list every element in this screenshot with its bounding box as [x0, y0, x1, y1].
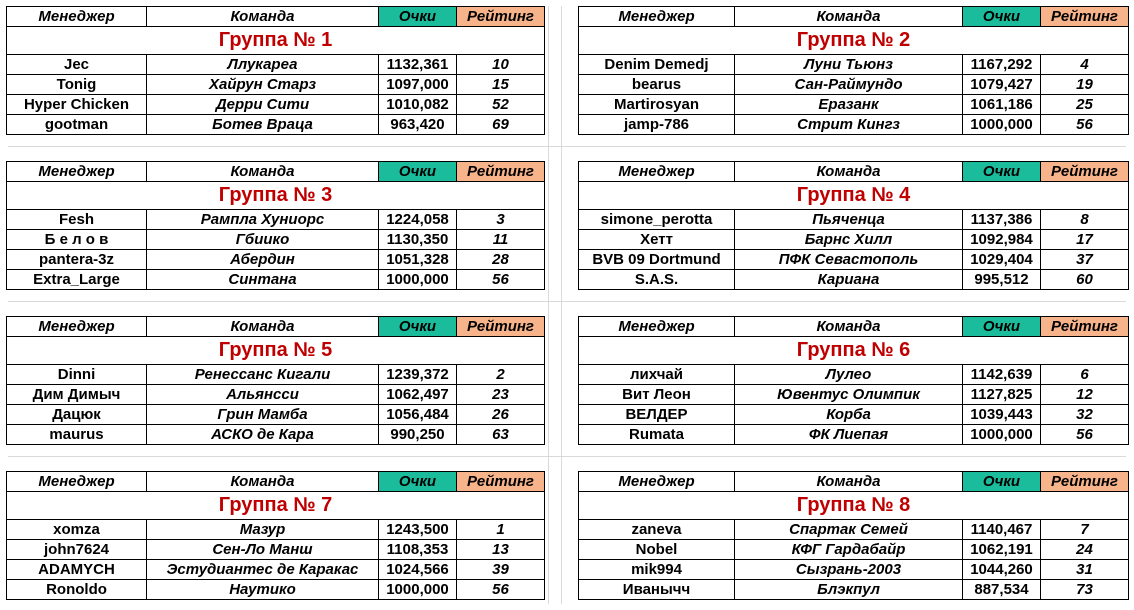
- group-title: Группа № 6: [579, 337, 1129, 365]
- team-cell: Корба: [735, 405, 963, 425]
- header-row: [7, 472, 545, 492]
- points-cell: 995,512: [963, 270, 1041, 290]
- header-points: Очки: [963, 472, 1041, 492]
- group-table-2: [578, 6, 1129, 135]
- manager-cell: Rumata: [579, 425, 735, 445]
- team-cell: Ювентус Олимпик: [735, 385, 963, 405]
- group-title: Группа № 5: [7, 337, 545, 365]
- points-cell: 1044,260: [963, 560, 1041, 580]
- team-cell: Ботев Враца: [147, 115, 379, 135]
- header-row: [579, 317, 1129, 337]
- manager-cell: Ronoldo: [7, 580, 147, 600]
- table-row: [7, 250, 545, 270]
- header-rating: Рейтинг: [1041, 7, 1129, 27]
- table-row: [579, 55, 1129, 75]
- title-row: [7, 492, 545, 520]
- rating-cell: 17: [1041, 230, 1129, 250]
- rating-cell: 24: [1041, 540, 1129, 560]
- header-team: Команда: [147, 472, 379, 492]
- manager-cell: лихчай: [579, 365, 735, 385]
- table-row: [579, 250, 1129, 270]
- header-points: Очки: [963, 162, 1041, 182]
- points-cell: 1000,000: [379, 580, 457, 600]
- points-cell: 1097,000: [379, 75, 457, 95]
- header-team: Команда: [735, 162, 963, 182]
- team-cell: Сен-Ло Манш: [147, 540, 379, 560]
- group-title: Группа № 2: [579, 27, 1129, 55]
- manager-cell: Extra_Large: [7, 270, 147, 290]
- points-cell: 1092,984: [963, 230, 1041, 250]
- header-row: [579, 472, 1129, 492]
- table-row: [579, 95, 1129, 115]
- table-row: [579, 365, 1129, 385]
- group-title: Группа № 3: [7, 182, 545, 210]
- header-manager: Менеджер: [7, 7, 147, 27]
- group-title: Группа № 1: [7, 27, 545, 55]
- header-row: [7, 7, 545, 27]
- points-cell: 1062,191: [963, 540, 1041, 560]
- header-points: Очки: [379, 317, 457, 337]
- header-team: Команда: [735, 472, 963, 492]
- header-rating: Рейтинг: [457, 472, 545, 492]
- table-row: [7, 520, 545, 540]
- points-cell: 1079,427: [963, 75, 1041, 95]
- manager-cell: Jec: [7, 55, 147, 75]
- manager-cell: S.A.S.: [579, 270, 735, 290]
- title-row: [7, 27, 545, 55]
- manager-cell: pantera-3z: [7, 250, 147, 270]
- table-row: [7, 560, 545, 580]
- team-cell: КФГ Гардабайр: [735, 540, 963, 560]
- manager-cell: Dinni: [7, 365, 147, 385]
- table-row: [579, 75, 1129, 95]
- rating-cell: 73: [1041, 580, 1129, 600]
- header-row: [579, 7, 1129, 27]
- table-row: [579, 115, 1129, 135]
- header-team: Команда: [147, 7, 379, 27]
- manager-cell: john7624: [7, 540, 147, 560]
- rating-cell: 56: [1041, 115, 1129, 135]
- team-cell: ФК Лиепая: [735, 425, 963, 445]
- table-row: [7, 230, 545, 250]
- rating-cell: 1: [457, 520, 545, 540]
- group-title: Группа № 8: [579, 492, 1129, 520]
- points-cell: 1132,361: [379, 55, 457, 75]
- manager-cell: Иванычч: [579, 580, 735, 600]
- manager-cell: BVB 09 Dortmund: [579, 250, 735, 270]
- header-rating: Рейтинг: [457, 317, 545, 337]
- manager-cell: xomza: [7, 520, 147, 540]
- manager-cell: maurus: [7, 425, 147, 445]
- title-row: [579, 337, 1129, 365]
- manager-cell: ВЕЛДЕР: [579, 405, 735, 425]
- grid-column-line: [548, 6, 549, 604]
- manager-cell: simone_perotta: [579, 210, 735, 230]
- header-manager: Менеджер: [579, 7, 735, 27]
- group-table-8: [578, 471, 1129, 600]
- table-row: [7, 385, 545, 405]
- points-cell: 1056,484: [379, 405, 457, 425]
- title-row: [7, 182, 545, 210]
- manager-cell: Nobel: [579, 540, 735, 560]
- header-rating: Рейтинг: [457, 7, 545, 27]
- points-cell: 1000,000: [379, 270, 457, 290]
- rating-cell: 8: [1041, 210, 1129, 230]
- manager-cell: mik994: [579, 560, 735, 580]
- points-cell: 1239,372: [379, 365, 457, 385]
- team-cell: ПФК Севастополь: [735, 250, 963, 270]
- header-rating: Рейтинг: [1041, 317, 1129, 337]
- team-cell: Луни Тьюнз: [735, 55, 963, 75]
- header-points: Очки: [963, 7, 1041, 27]
- header-rating: Рейтинг: [457, 162, 545, 182]
- table-row: [579, 540, 1129, 560]
- rating-cell: 7: [1041, 520, 1129, 540]
- team-cell: Мазур: [147, 520, 379, 540]
- team-cell: Синтана: [147, 270, 379, 290]
- rating-cell: 10: [457, 55, 545, 75]
- rating-cell: 56: [457, 580, 545, 600]
- manager-cell: Fesh: [7, 210, 147, 230]
- header-points: Очки: [379, 162, 457, 182]
- points-cell: 1142,639: [963, 365, 1041, 385]
- points-cell: 1167,292: [963, 55, 1041, 75]
- rating-cell: 15: [457, 75, 545, 95]
- table-row: [579, 385, 1129, 405]
- table-row: [579, 520, 1129, 540]
- team-cell: АСКО де Кара: [147, 425, 379, 445]
- rating-cell: 4: [1041, 55, 1129, 75]
- title-row: [7, 337, 545, 365]
- header-team: Команда: [147, 317, 379, 337]
- header-team: Команда: [735, 7, 963, 27]
- points-cell: 1039,443: [963, 405, 1041, 425]
- header-rating: Рейтинг: [1041, 472, 1129, 492]
- rating-cell: 28: [457, 250, 545, 270]
- title-row: [579, 182, 1129, 210]
- manager-cell: bearus: [579, 75, 735, 95]
- points-cell: 1000,000: [963, 425, 1041, 445]
- table-row: [7, 75, 545, 95]
- header-manager: Менеджер: [7, 317, 147, 337]
- team-cell: Грин Мамба: [147, 405, 379, 425]
- rating-cell: 31: [1041, 560, 1129, 580]
- table-row: [7, 580, 545, 600]
- rating-cell: 39: [457, 560, 545, 580]
- table-row: [7, 540, 545, 560]
- rating-cell: 19: [1041, 75, 1129, 95]
- rating-cell: 69: [457, 115, 545, 135]
- team-cell: Хайрун Старз: [147, 75, 379, 95]
- team-cell: Лулео: [735, 365, 963, 385]
- team-cell: Пьяченца: [735, 210, 963, 230]
- points-cell: 990,250: [379, 425, 457, 445]
- points-cell: 963,420: [379, 115, 457, 135]
- points-cell: 1137,386: [963, 210, 1041, 230]
- team-cell: Дерри Сити: [147, 95, 379, 115]
- title-row: [579, 27, 1129, 55]
- table-row: [579, 210, 1129, 230]
- manager-cell: jamp-786: [579, 115, 735, 135]
- table-row: [7, 365, 545, 385]
- group-table-1: [6, 6, 545, 135]
- manager-cell: Tonig: [7, 75, 147, 95]
- header-row: [579, 162, 1129, 182]
- team-cell: Наутико: [147, 580, 379, 600]
- team-cell: Стрит Кингз: [735, 115, 963, 135]
- group-table-3: [6, 161, 545, 290]
- manager-cell: Denim Demedj: [579, 55, 735, 75]
- rating-cell: 6: [1041, 365, 1129, 385]
- grid-column-line: [561, 6, 562, 604]
- rating-cell: 12: [1041, 385, 1129, 405]
- header-manager: Менеджер: [579, 162, 735, 182]
- table-row: [579, 270, 1129, 290]
- group-table-6: [578, 316, 1129, 445]
- header-points: Очки: [963, 317, 1041, 337]
- manager-cell: Хетт: [579, 230, 735, 250]
- group-title: Группа № 4: [579, 182, 1129, 210]
- header-manager: Менеджер: [7, 472, 147, 492]
- team-cell: Ллукареа: [147, 55, 379, 75]
- points-cell: 1130,350: [379, 230, 457, 250]
- table-row: [7, 270, 545, 290]
- team-cell: Ренессанс Кигали: [147, 365, 379, 385]
- points-cell: 1010,082: [379, 95, 457, 115]
- grid-gap-line: [8, 456, 1126, 457]
- points-cell: 1108,353: [379, 540, 457, 560]
- manager-cell: gootman: [7, 115, 147, 135]
- group-table-4: [578, 161, 1129, 290]
- table-row: [7, 55, 545, 75]
- team-cell: Спартак Семей: [735, 520, 963, 540]
- team-cell: Абердин: [147, 250, 379, 270]
- header-manager: Менеджер: [7, 162, 147, 182]
- header-row: [7, 162, 545, 182]
- header-manager: Менеджер: [579, 472, 735, 492]
- rating-cell: 13: [457, 540, 545, 560]
- rating-cell: 3: [457, 210, 545, 230]
- header-points: Очки: [379, 7, 457, 27]
- rating-cell: 2: [457, 365, 545, 385]
- rating-cell: 37: [1041, 250, 1129, 270]
- manager-cell: zaneva: [579, 520, 735, 540]
- rating-cell: 26: [457, 405, 545, 425]
- manager-cell: Дацюк: [7, 405, 147, 425]
- points-cell: 1024,566: [379, 560, 457, 580]
- table-row: [579, 580, 1129, 600]
- rating-cell: 63: [457, 425, 545, 445]
- header-team: Команда: [147, 162, 379, 182]
- table-row: [579, 405, 1129, 425]
- rating-cell: 11: [457, 230, 545, 250]
- group-table-7: [6, 471, 545, 600]
- rating-cell: 56: [457, 270, 545, 290]
- manager-cell: Вит Леон: [579, 385, 735, 405]
- team-cell: Барнс Хилл: [735, 230, 963, 250]
- points-cell: 1000,000: [963, 115, 1041, 135]
- header-rating: Рейтинг: [1041, 162, 1129, 182]
- points-cell: 887,534: [963, 580, 1041, 600]
- header-team: Команда: [735, 317, 963, 337]
- manager-cell: ADAMYCH: [7, 560, 147, 580]
- rating-cell: 52: [457, 95, 545, 115]
- grid-gap-line: [8, 146, 1126, 147]
- team-cell: Кариана: [735, 270, 963, 290]
- points-cell: 1051,328: [379, 250, 457, 270]
- team-cell: Альянсси: [147, 385, 379, 405]
- team-cell: Гбиико: [147, 230, 379, 250]
- points-cell: 1224,058: [379, 210, 457, 230]
- grid-gap-line: [8, 301, 1126, 302]
- header-points: Очки: [379, 472, 457, 492]
- team-cell: Сызрань-2003: [735, 560, 963, 580]
- title-row: [579, 492, 1129, 520]
- team-cell: Эстудиантес де Каракас: [147, 560, 379, 580]
- points-cell: 1062,497: [379, 385, 457, 405]
- points-cell: 1029,404: [963, 250, 1041, 270]
- manager-cell: Дим Димыч: [7, 385, 147, 405]
- table-row: [7, 95, 545, 115]
- header-row: [7, 317, 545, 337]
- rating-cell: 23: [457, 385, 545, 405]
- rating-cell: 60: [1041, 270, 1129, 290]
- team-cell: Еразанк: [735, 95, 963, 115]
- manager-cell: Hyper Chicken: [7, 95, 147, 115]
- team-cell: Рампла Хуниорс: [147, 210, 379, 230]
- header-manager: Менеджер: [579, 317, 735, 337]
- group-title: Группа № 7: [7, 492, 545, 520]
- points-cell: 1127,825: [963, 385, 1041, 405]
- team-cell: Блэкпул: [735, 580, 963, 600]
- group-table-5: [6, 316, 545, 445]
- points-cell: 1140,467: [963, 520, 1041, 540]
- table-row: [579, 230, 1129, 250]
- table-row: [579, 425, 1129, 445]
- team-cell: Сан-Раймундо: [735, 75, 963, 95]
- rating-cell: 32: [1041, 405, 1129, 425]
- manager-cell: Б е л о в: [7, 230, 147, 250]
- rating-cell: 56: [1041, 425, 1129, 445]
- table-row: [579, 560, 1129, 580]
- table-row: [7, 115, 545, 135]
- points-cell: 1061,186: [963, 95, 1041, 115]
- rating-cell: 25: [1041, 95, 1129, 115]
- table-row: [7, 405, 545, 425]
- manager-cell: Martirosyan: [579, 95, 735, 115]
- points-cell: 1243,500: [379, 520, 457, 540]
- table-row: [7, 210, 545, 230]
- table-row: [7, 425, 545, 445]
